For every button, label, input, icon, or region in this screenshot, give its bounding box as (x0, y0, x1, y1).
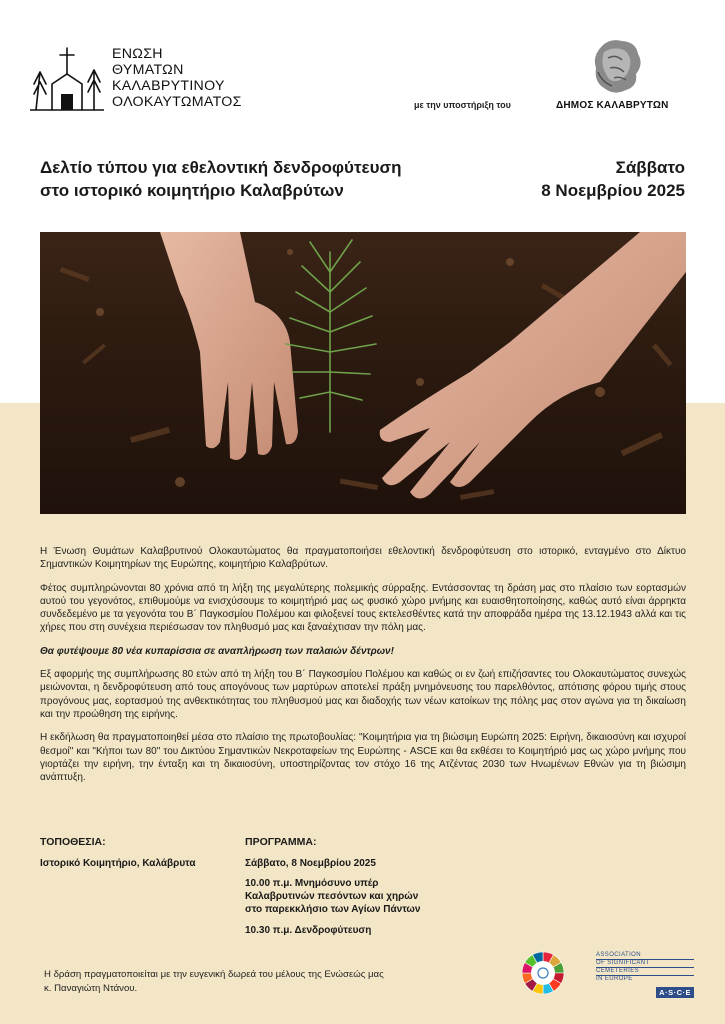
asce-logo-line: ASSOCIATION (596, 952, 694, 960)
location-label: ΤΟΠΟΘΕΣΙΑ: (40, 836, 106, 848)
program-date: Σάββατο, 8 Νοεμβρίου 2025 (245, 858, 376, 869)
press-release-title (40, 156, 402, 202)
org-name-line: ΘΥΜΑΤΩΝ (112, 62, 184, 78)
body-paragraph: Η εκδήλωση θα πραγματοποιηθεί μέσα στο πλαίσιο της πρωτοβουλίας: "Κοιμητήρια για τη βιώσιμη Ευρώπη 2025: Ειρήνη, δικαιοσύνη και ισχυροί θεσμοί" και "Κήποι των 80" του Δικτύου Σημαντικών Νεκροταφείων της Ευρώπης - ASCE και θα εκθέσει το Κοιμητήριό μας ως χώρο μνήμης που γιορτάζει την ειρήνη, την ένταξη και τη δικαιοσύνη, υποστηρίζοντας τον στόχο 16 της Ατζέντας 2030 των Ηνωμένων Εθνών για τη βιώσιμη ανάπτυξη. (40, 732, 686, 784)
date-line: Σάββατο (615, 158, 685, 177)
asce-badge: A·S·C·E (656, 987, 694, 998)
body-paragraph: Εξ αφορμής της συμπλήρωσης 80 ετών από τη λήξη του Β΄ Παγκοσμίου Πολέμου και καθώς οι εν ζωή επιζήσαντες του Ολοκαυτώματος συνεχώς μειώνονται, η δενδροφύτευση από τους απογόνους των μαρτύρων αποτελεί πράξη μνημόνευσης του παρελθόντος, απότισης φόρου τιμής στους προγόνους μας, εορτασμού της ανθεκτικότητας του πληθυσμού μας και διαδοχής των νέων κατοίκων της πόλης μας στον αγώνα για τη δικαίωση και την προώθηση της ειρήνης. (40, 669, 686, 720)
footer-line: Η δράση πραγματοποιείται με την ευγενική δωρεά του μέλους της Ενώσεώς μας (44, 969, 384, 980)
program-item-memorial (245, 877, 420, 916)
program-item-line: στο παρεκκλήσιο των Αγίων Πάντων (245, 904, 421, 915)
body-paragraph: Η Ένωση Θυμάτων Καλαβρυτινού Ολοκαυτώματος θα πραγματοποιήσει εθελοντική δενδροφύτευση στο ιστορικό, ενταγμένο στο Δίκτυο Σημαντικών Κοιμητηρίων της Ευρώπης, κοιμητήριο Καλαβρύτων. (40, 546, 686, 571)
municipality-name: ΔΗΜΟΣ ΚΑΛΑΒΡΥΤΩΝ (556, 100, 669, 111)
program-label: ΠΡΟΓΡΑΜΜΑ: (245, 836, 317, 848)
org-name (112, 46, 242, 110)
asce-logo-line: CEMETERIES (596, 968, 694, 976)
org-name-line: ΚΑΛΑΒΡΥΤΙΝΟΥ (112, 78, 225, 94)
program-item-planting: 10.30 π.μ. Δενδροφύτευση (245, 925, 372, 936)
program-item-line: Καλαβρυτινών πεσόντων και χηρών (245, 891, 419, 902)
org-name-line: ΕΝΩΣΗ (112, 46, 163, 62)
org-logo-icon (30, 44, 104, 114)
date-line: 8 Νοεμβρίου 2025 (541, 181, 685, 200)
asce-logo (596, 952, 694, 998)
event-date (541, 156, 685, 202)
org-name-line: ΟΛΟΚΑΥΤΩΜΑΤΟΣ (112, 94, 242, 110)
asce-logo-line: OF SIGNIFICANT (596, 960, 694, 968)
title-line: στο ιστορικό κοιμητήριο Καλαβρύτων (40, 181, 344, 200)
footer-line: κ. Παναγιώτη Ντάνου. (44, 983, 138, 994)
support-text: με την υποστήριξη του (414, 100, 511, 110)
program-item-line: 10.00 π.μ. Μνημόσυνο υπέρ (245, 878, 379, 889)
footer-donation-note (44, 968, 384, 996)
press-release-body (40, 545, 686, 794)
sdg-wheel-icon (520, 950, 566, 996)
highlight-statement: Θα φυτέψουμε 80 νέα κυπαρίσσια σε αναπλήρωση των παλαιών δέντρων! (40, 645, 394, 657)
title-line: Δελτίο τύπου για εθελοντική δενδροφύτευση (40, 158, 402, 177)
location-value: Ιστορικό Κοιμητήριο, Καλάβρυτα (40, 858, 196, 869)
asce-logo-line: IN EUROPE (596, 976, 633, 982)
body-paragraph: Φέτος συμπληρώνονται 80 χρόνια από τη λήξη της μεγαλύτερης πολεμικής σύρραξης. Εντάσσοντας τη δράση μας στο πλαίσιο των εορτασμών αυτού του γεγονότος, επιθυμούμε να ενισχύσουμε το κοιμητήριό μας ως φυσικό χώρο μνήμης και ευαισθητοποίησης, καθώς αυτό είναι άρρηκτα συνδεδεμένο με τα γεγονότα του Β΄ Παγκοσμίου Πολέμου και φιλοξενεί τους εκτελεσθέντες κατά την αποφράδα ημέρα της 13.12.1943 αλλά και τις χήρες που στη συνέχεια περιέσωσαν τον πληθυσμό μας και ξαναέχτισαν την πόλη μας. (40, 582, 686, 634)
hands-planting-seedling-photo (40, 232, 686, 514)
municipality-logo-icon (588, 38, 648, 96)
